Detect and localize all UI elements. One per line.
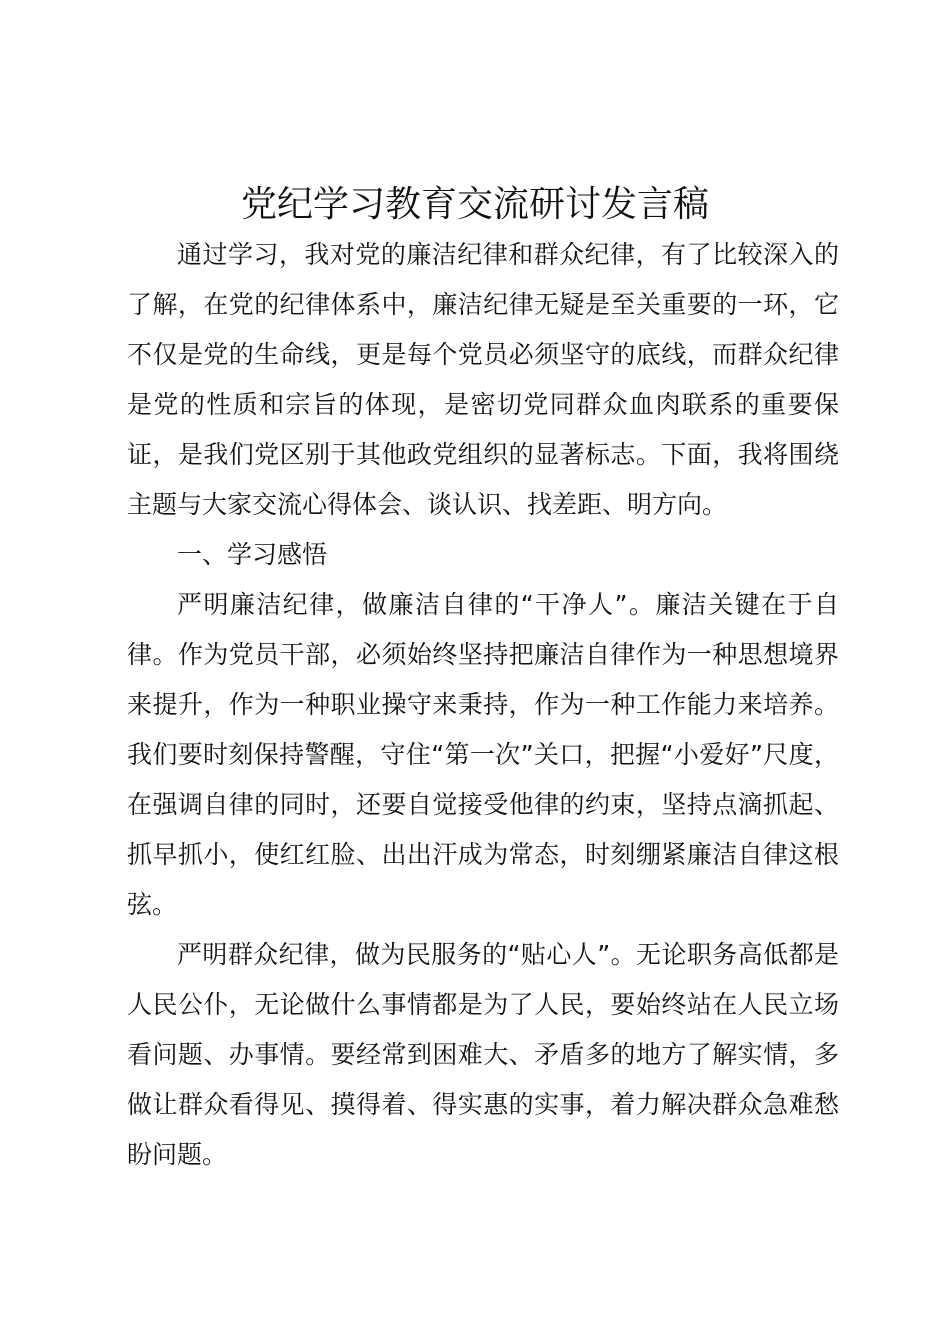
section-heading-study-insights: 一、学习感悟 bbox=[177, 540, 328, 569]
paragraph-mass-discipline: 严明群众纪律，做为民服务的“贴心人”。无论职务高低都是人民公仆，无论做什么事情都是为了人民，要始终站在人民立场看问题、办事情。要经常到困难大、矛盾多的地方了解实情，多做让群众看得见、摸得着、得实惠的实事，着力解决群众急难愁盼问题。 bbox=[127, 940, 839, 1169]
document-body bbox=[127, 230, 839, 1180]
paragraph-integrity-discipline: 严明廉洁纪律，做廉洁自律的“干净人”。廉洁关键在于自律。作为党员干部，必须始终坚持把廉洁自律作为一种思想境界来提升，作为一种职业操守来秉持，作为一种工作能力来培养。我们要时刻保持警醒，守住“第一次”关口，把握“小爱好”尺度，在强调自律的同时，还要自觉接受他律的约束，坚持点滴抓起、抓早抓小，使红红脸、出出汗成为常态，时刻绷紧廉洁自律这根弦。 bbox=[127, 590, 839, 919]
document-title: 党纪学习教育交流研讨发言稿 bbox=[240, 184, 709, 225]
paragraph-intro: 通过学习，我对党的廉洁纪律和群众纪律，有了比较深入的了解，在党的纪律体系中，廉洁纪律无疑是至关重要的一环，它不仅是党的生命线，更是每个党员必须坚守的底线，而群众纪律是党的性质和宗旨的体现，是密切党同群众血肉联系的重要保证，是我们党区别于其他政党组织的显著标志。下面，我将围绕主题与大家交流心得体会、谈认识、找差距、明方向。 bbox=[127, 240, 839, 519]
